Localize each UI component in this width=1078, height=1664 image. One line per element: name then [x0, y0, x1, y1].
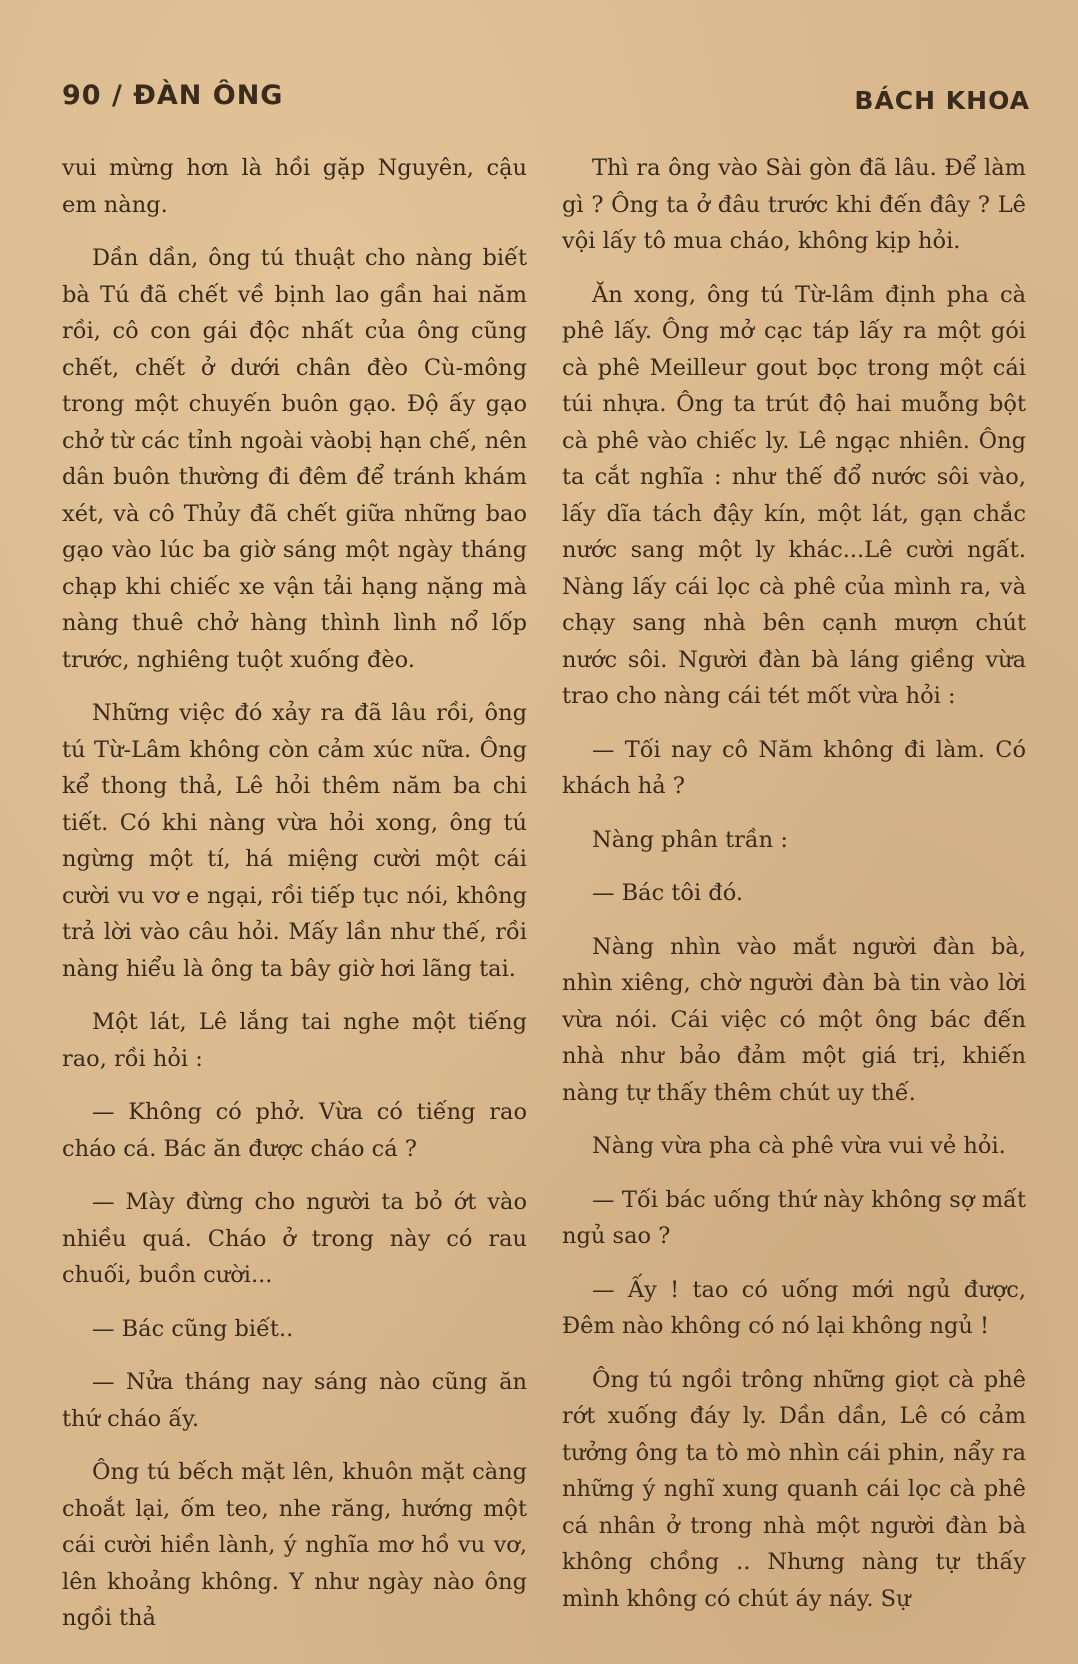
- left-column: [62, 150, 527, 1654]
- paragraph: Nàng nhìn vào mắt người đàn bà, nhìn xiêng, chờ người đàn bà tin vào lời vừa nói. Cái việc có một ông bác đến nhà như bảo đảm một giá trị, khiến nàng tự thấy thêm chút uy thế.: [562, 933, 1026, 1106]
- page-header: [62, 80, 1030, 120]
- dialogue-line: — Tối nay cô Năm không đi làm. Có khách hả ?: [562, 736, 1026, 799]
- dialogue-line: — Nửa tháng nay sáng nào cũng ăn thứ cháo ấy.: [62, 1369, 527, 1432]
- paragraph: Những việc đó xảy ra đã lâu rồi, ông tú Từ-Lâm không còn cảm xúc nữa. Ông kể thong thả, Lê hỏi thêm năm ba chi tiết. Có khi nàng vừa hỏi xong, ông tú ngừng một tí, há miệng cười một cái cười vu vơ e ngại, rồi tiếp tục nói, không trả lời vào câu hỏi. Mấy lần như thế, rồi nàng hiểu là ông ta bây giờ hơi lãng tai.: [62, 700, 527, 982]
- dialogue-line: — Mày đừng cho người ta bỏ ớt vào nhiều quá. Cháo ở trong này có rau chuối, buồn cười...: [62, 1189, 527, 1288]
- dialogue-line: — Tối bác uống thứ này không sợ mất ngủ sao ?: [562, 1186, 1026, 1249]
- right-column: [562, 150, 1026, 1634]
- paragraph: Nàng vừa pha cà phê vừa vui vẻ hỏi.: [592, 1133, 1006, 1159]
- magazine-name: BÁCH KHOA: [854, 86, 1030, 115]
- paragraph: Ăn xong, ông tú Từ-lâm định pha cà phê lấy. Ông mở cạc táp lấy ra một gói cà phê Meilleur gout bọc trong một cái túi nhựa. Ông ta trút độ hai muỗng bột cà phê vào chiếc ly. Lê ngạc nhiên. Ông ta cắt nghĩa : như thế đổ nước sôi vào, lấy dĩa tách đậy kín, một lát, gạn chắc nước sang một ly khác...Lê cười ngất. Nàng lấy cái lọc cà phê của mình ra, và chạy sang nhà bên cạnh mượn chút nước sôi. Người đàn bà láng giềng vừa trao cho nàng cái tét mốt vừa hỏi :: [562, 281, 1026, 709]
- paragraph: Dần dần, ông tú thuật cho nàng biết bà Tú đã chết về bịnh lao gần hai năm rồi, cô con gái độc nhất của ông cũng chết, chết ở dưới chân đèo Cù-mông trong một chuyến buôn gạo. Độ ấy gạo chở từ các tỉnh ngoài vàobị hạn chế, nên dân buôn thường đi đêm để tránh khám xét, và cô Thủy đã chết giữa những bao gạo vào lúc ba giờ sáng một ngày tháng chạp khi chiếc xe vận tải hạng nặng mà nàng thuê chở hàng thình lình nổ lốp trước, nghiêng tuột xuống đèo.: [62, 245, 527, 673]
- paragraph: vui mừng hơn là hồi gặp Nguyên, cậu em nàng.: [62, 155, 527, 218]
- paragraph: Thì ra ông vào Sài gòn đã lâu. Để làm gì ? Ông ta ở đâu trước khi đến đây ? Lê vội lấy tô mua cháo, không kịp hỏi.: [562, 155, 1026, 254]
- page-number-and-title: 90 / ĐÀN ÔNG: [62, 80, 284, 111]
- paragraph: Một lát, Lê lắng tai nghe một tiếng rao, rồi hỏi :: [62, 1009, 527, 1072]
- dialogue-line: — Bác tôi đó.: [592, 880, 743, 906]
- paragraph: Ông tú bếch mặt lên, khuôn mặt càng choắt lại, ốm teo, nhe răng, hướng một cái cười hiền lành, ý nghĩa mơ hồ vu vơ, lên khoảng không. Y như ngày nào ông ngồi thả: [62, 1459, 527, 1631]
- dialogue-line: — Bác cũng biết..: [92, 1315, 294, 1342]
- dialogue-line: — Ấy ! tao có uống mới ngủ được, Đêm nào không có nó lại không ngủ !: [562, 1276, 1026, 1339]
- paragraph: Ông tú ngồi trông những giọt cà phê rớt xuống đáy ly. Dần dần, Lê có cảm tưởng ông ta tò mò nhìn cái phin, nẩy ra những ý nghĩ xung quanh cái lọc cà phê cá nhân ở trong nhà một người đàn bà không chồng .. Nhưng nàng tự thấy mình không có chút áy náy. Sự: [562, 1366, 1026, 1612]
- paragraph: Nàng phân trần :: [592, 826, 788, 853]
- dialogue-line: — Không có phở. Vừa có tiếng rao cháo cá. Bác ăn được cháo cá ?: [62, 1099, 527, 1162]
